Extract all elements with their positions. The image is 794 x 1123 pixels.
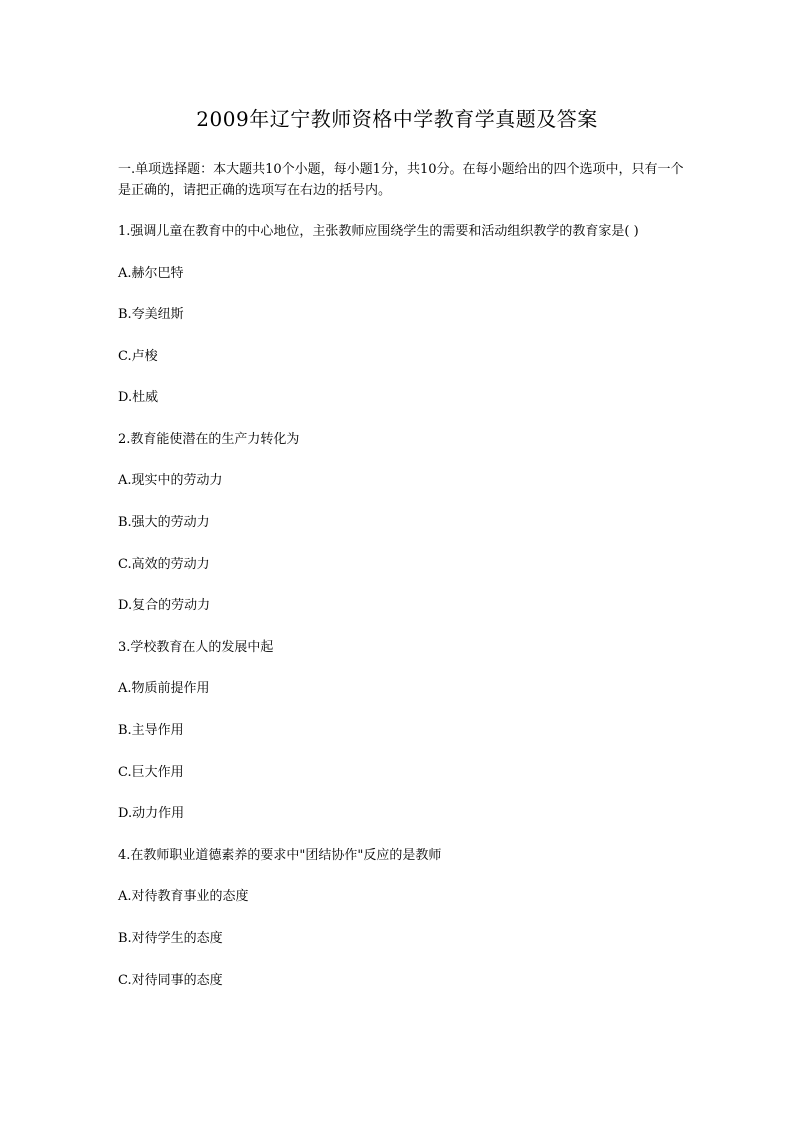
question-3-option-a: A.物质前提作用 — [118, 681, 210, 696]
question-3-option-d: D.动力作用 — [118, 806, 185, 821]
question-2-option-d: D.复合的劳动力 — [118, 598, 211, 613]
question-2-option-c: C.高效的劳动力 — [118, 557, 210, 572]
question-1-stem: 1.强调儿童在教育中的中心地位，主张教师应围绕学生的需要和活动组织教学的教育家是( ) — [118, 224, 639, 239]
question-4-option-a: A.对待教育事业的态度 — [118, 889, 249, 904]
question-4-option-b: B.对待学生的态度 — [118, 931, 223, 946]
question-2-stem: 2.教育能使潜在的生产力转化为 — [118, 432, 300, 447]
question-3-stem: 3.学校教育在人的发展中起 — [118, 640, 274, 655]
question-2-option-a: A.现实中的劳动力 — [118, 473, 223, 488]
question-2-option-b: B.强大的劳动力 — [118, 515, 210, 530]
page-title: 2009年辽宁教师资格中学教育学真题及答案 — [196, 107, 598, 131]
question-4-stem: 4.在教师职业道德素养的要求中"团结协作"反应的是教师 — [118, 848, 442, 863]
question-1-option-a: A.赫尔巴特 — [118, 266, 184, 281]
section-intro: 一.单项选择题：本大题共10个小题，每小题1分，共10分。在每小题给出的四个选项中，只有一个是正确的，请把正确的选项写在右边的括号内。 — [118, 162, 684, 198]
question-1-option-c: C.卢梭 — [118, 349, 158, 364]
question-3-option-c: C.巨大作用 — [118, 765, 184, 780]
question-1-option-d: D.杜威 — [118, 390, 159, 405]
question-1-option-b: B.夸美纽斯 — [118, 307, 184, 322]
question-4-option-c: C.对待同事的态度 — [118, 973, 223, 988]
question-3-option-b: B.主导作用 — [118, 723, 184, 738]
